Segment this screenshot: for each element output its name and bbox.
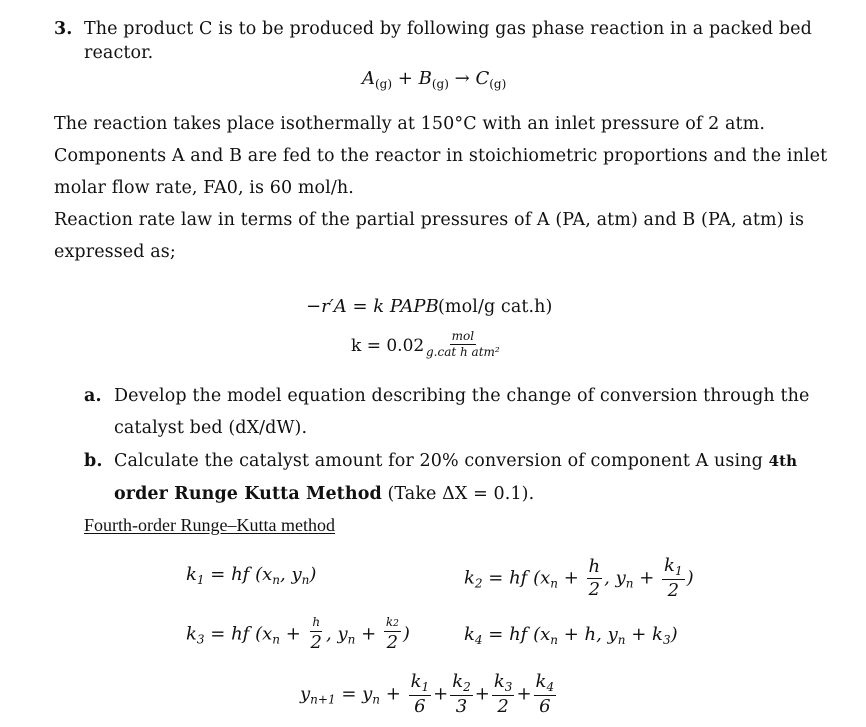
conditions-line-1: The reaction takes place isothermally at 150°C with an inlet pressure of 2 atm. bbox=[54, 114, 766, 134]
phase-a: (g) bbox=[375, 77, 393, 91]
part-b-delta: (Take ΔX = 0.1). bbox=[381, 484, 535, 504]
unit-numerator: mol bbox=[450, 330, 476, 345]
species-c: C bbox=[475, 68, 490, 89]
rk-heading: Fourth-order Runge–Kutta method bbox=[84, 515, 335, 535]
question-number: 3. bbox=[54, 19, 73, 39]
rk-yn1: $y_{n+1} = y_n$ + $\frac{k_1}{6}$ + $\frac{k_2}{3}$ + $\frac{k_3}{2}$ + $\frac{k_4}{6}$ bbox=[300, 671, 555, 718]
part-b-fourth bbox=[769, 451, 798, 471]
part-b-text: Calculate the catalyst amount for 20% conversion of component A using bbox=[114, 451, 763, 471]
part-b-line-2 bbox=[114, 484, 534, 504]
conditions-line-3: molar flow rate, FA0, is 60 mol/h. bbox=[54, 178, 354, 198]
rk-k1: $k_1$ = hf ($x_n$, $y_n$) bbox=[186, 564, 317, 587]
rate-constant: k = 0.02 bbox=[351, 336, 425, 356]
part-b-label: b. bbox=[84, 451, 103, 471]
part-b-method: order Runge Kutta Method bbox=[114, 484, 382, 504]
question-line-1: The product C is to be produced by following gas phase reaction in a packed bed bbox=[84, 19, 812, 39]
species-b: B bbox=[418, 68, 432, 89]
conditions-line-4: Reaction rate law in terms of the partial pressures of A (PA, atm) and B (PA, atm) is bbox=[54, 210, 805, 230]
rk-k2: $k_2$ = hf ($x_n$ + $\frac{h}{2}$ , $y_n$ + $\frac{k_1}{2}$ ) bbox=[464, 555, 694, 602]
rk-k3: $k_3$ = hf ($x_n$ + $\frac{h}{2}$ , $y_n$ + $\frac{k2}{2}$ ) bbox=[186, 615, 410, 653]
conditions-line-2: Components A and B are fed to the reactor in stoichiometric proportions and the inlet bbox=[54, 146, 828, 166]
species-a: A bbox=[362, 68, 375, 89]
phase-b: (g) bbox=[431, 77, 449, 91]
conditions-line-5: expressed as; bbox=[54, 242, 176, 262]
rate-law-expression: −r′A = k PAPB bbox=[306, 296, 439, 317]
phase-c: (g) bbox=[489, 77, 507, 91]
plus-sign: + bbox=[397, 68, 413, 89]
part-b-fourth-text: 4th bbox=[768, 452, 798, 470]
rk-k4: $k_4$ = hf ($x_n + h$, $y_n + k_3$) bbox=[464, 624, 678, 647]
rk-k1-text bbox=[0, 0, 1, 1]
unit-fraction bbox=[424, 330, 502, 359]
part-a-label: a. bbox=[84, 386, 102, 406]
arrow-icon: → bbox=[454, 68, 470, 89]
question-line-2: reactor. bbox=[84, 43, 154, 63]
part-b-line-1 bbox=[114, 451, 797, 471]
part-a-line-2: catalyst bed (dX/dW). bbox=[114, 418, 308, 438]
reaction-equation bbox=[362, 68, 506, 91]
rate-law-units: (mol/g cat.h) bbox=[438, 297, 553, 317]
part-a-line-1: Develop the model equation describing the change of conversion through the bbox=[114, 386, 810, 406]
unit-denominator: g.cat h atm² bbox=[426, 345, 500, 360]
rate-constant-unit bbox=[422, 330, 504, 359]
